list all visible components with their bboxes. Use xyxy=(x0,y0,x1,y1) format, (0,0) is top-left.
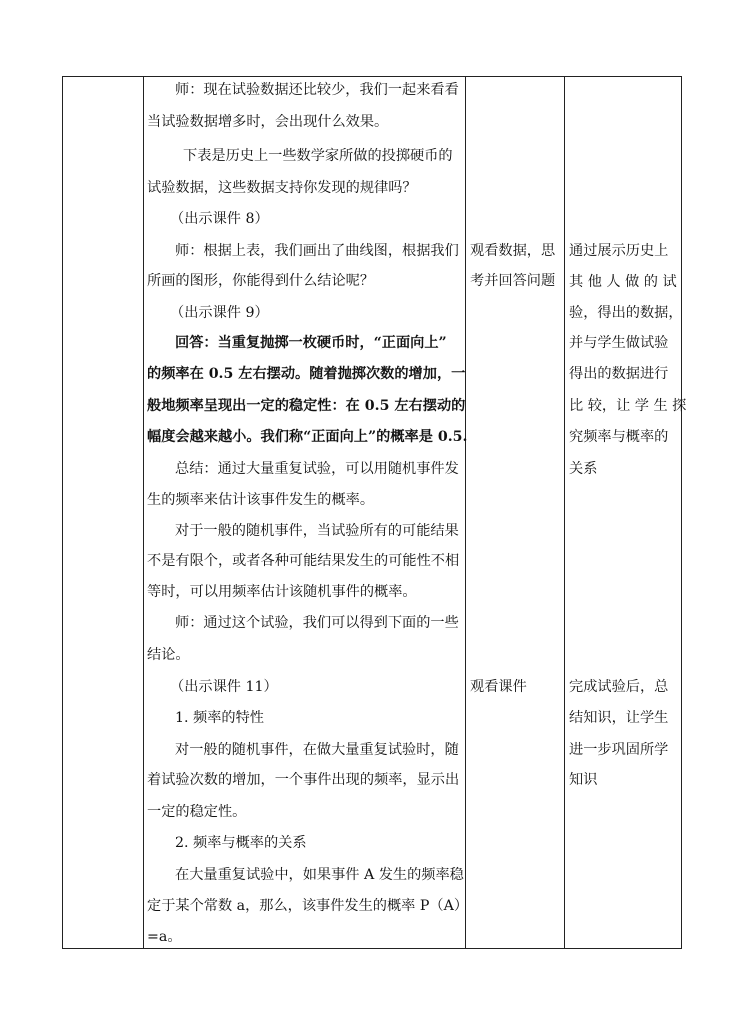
content-line: 所画的图形，你能得到什么结论呢？ xyxy=(147,273,375,289)
content-line: =a。 xyxy=(147,929,182,945)
content-line: 当试验数据增多时，会出现什么效果。 xyxy=(147,114,389,130)
empty-first-column xyxy=(63,77,143,948)
design-purpose-cell xyxy=(565,77,687,948)
content-line: 结论。 xyxy=(147,647,190,663)
answer-line: 般地频率呈现出一定的稳定性：在 0.5 左右摆动的 xyxy=(147,398,466,414)
purpose-line: 验，得出的数据， xyxy=(569,305,683,321)
teaching-content-cell xyxy=(144,77,469,948)
content-line: （出示课件 11） xyxy=(170,679,278,695)
answer-line: 幅度会越来越小。我们称“正面向上”的概率是 0.5. xyxy=(147,429,468,445)
student-activity-line: 考并回答问题 xyxy=(470,273,556,289)
content-line: 师：现在试验数据还比较少，我们一起来看看 xyxy=(175,82,459,98)
student-activity-line: 观看数据，思 xyxy=(470,243,556,259)
content-line: 试验数据，这些数据支持你发现的规律吗？ xyxy=(147,180,417,196)
content-line: 等时，可以用频率估计该随机事件的概率。 xyxy=(147,584,417,600)
content-line: 总结：通过大量重复试验，可以用随机事件发 xyxy=(175,461,459,477)
purpose-line: 其 他 人 做 的 试 xyxy=(569,274,677,290)
purpose-line: 并与学生做试验 xyxy=(569,335,669,351)
content-line: （出示课件 9） xyxy=(170,305,269,321)
purpose-line: 得出的数据进行 xyxy=(569,366,669,382)
content-line: （出示课件 8） xyxy=(170,211,269,227)
purpose-line: 关系 xyxy=(569,461,598,477)
purpose-line: 结知识，让学生 xyxy=(569,710,669,726)
lesson-table xyxy=(62,76,687,949)
student-activity-cell xyxy=(466,77,564,948)
content-line: 下表是历史上一些数学家所做的投掷硬币的 xyxy=(183,148,453,164)
content-line: 着试验次数的增加，一个事件出现的频率，显示出 xyxy=(147,772,460,788)
student-activity-line: 观看课件 xyxy=(470,679,527,695)
content-line: 生的频率来估计该事件发生的概率。 xyxy=(147,492,375,508)
content-line: 师：根据上表，我们画出了曲线图，根据我们 xyxy=(175,243,459,259)
content-line: 2. 频率与概率的关系 xyxy=(175,835,307,851)
purpose-line: 进一步巩固所学 xyxy=(569,742,669,758)
content-line: 1. 频率的特性 xyxy=(175,710,264,726)
content-line: 不是有限个，或者各种可能结果发生的可能性不相 xyxy=(147,553,460,569)
purpose-line: 比 较，让 学 生 探 xyxy=(569,398,687,414)
content-line: 对一般的随机事件，在做大量重复试验时，随 xyxy=(175,742,459,758)
content-line: 在大量重复试验中，如果事件 A 发生的频率稳 xyxy=(175,867,464,883)
content-line: 对于一般的随机事件，当试验所有的可能结果 xyxy=(175,523,459,539)
purpose-line: 知识 xyxy=(569,772,598,788)
purpose-line: 通过展示历史上 xyxy=(569,243,669,259)
purpose-line: 完成试验后，总 xyxy=(569,679,669,695)
answer-line: 的频率在 0.5 左右摆动。随着抛掷次数的增加，一 xyxy=(147,366,466,382)
content-line: 师：通过这个试验，我们可以得到下面的一些 xyxy=(175,615,459,631)
content-line: 定于某个常数 a，那么，该事件发生的概率 P（A） xyxy=(147,898,469,914)
content-line: 一定的稳定性。 xyxy=(147,804,247,820)
purpose-line: 究频率与概率的 xyxy=(569,429,669,445)
answer-line: 回答：当重复抛掷一枚硬币时，“正面向上” xyxy=(175,335,447,351)
